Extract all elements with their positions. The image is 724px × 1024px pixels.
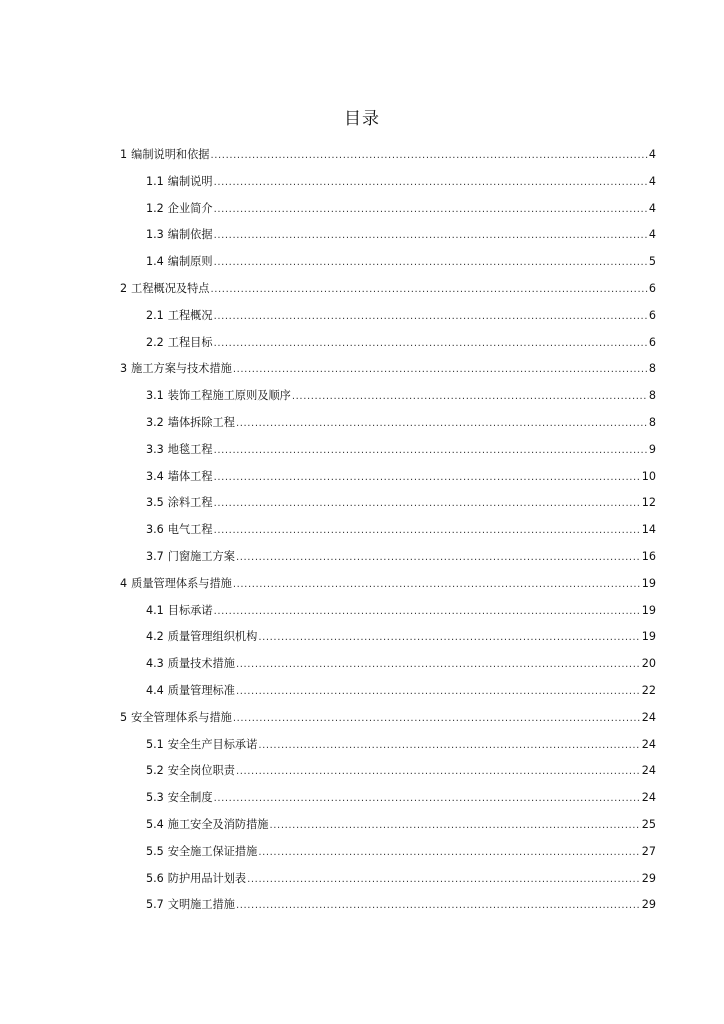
toc-entry-page-number: 8 [648,389,656,403]
toc-entry-number: 2 [120,281,128,295]
toc-dot-leader [214,789,641,809]
toc-entry[interactable] [0,386,724,413]
toc-dot-leader [247,870,641,890]
toc-entry[interactable] [0,333,724,360]
toc-entry-number: 4.3 [146,657,164,671]
toc-entry-page-number: 20 [641,657,656,671]
toc-entry-number: 3.3 [146,442,164,456]
toc-entry-title: 工程概况 [167,308,213,322]
toc-dot-leader [214,200,648,220]
toc-entry-title: 电气工程 [167,523,213,537]
toc-dot-leader [236,896,641,916]
toc-entry-title: 编制原则 [167,255,213,269]
toc-entry-page-number: 27 [641,844,656,858]
toc-entry[interactable] [0,788,724,815]
toc-entry-title: 编制依据 [167,228,213,242]
table-of-contents [0,145,724,922]
toc-entry-title: 地毯工程 [167,442,213,456]
toc-entry[interactable] [0,895,724,922]
toc-entry[interactable] [0,547,724,574]
toc-entry-number: 3.7 [146,549,164,563]
toc-entry[interactable] [0,359,724,386]
toc-entry-title: 工程概况及特点 [131,281,210,295]
toc-entry-number: 3.5 [146,496,164,510]
toc-entry-page-number: 6 [648,335,656,349]
toc-entry-title: 目标承诺 [167,603,213,617]
toc-entry[interactable] [0,842,724,869]
toc-dot-leader [258,628,640,648]
toc-entry[interactable] [0,761,724,788]
toc-dot-leader [236,655,641,675]
toc-entry-title: 编制说明 [167,174,213,188]
toc-entry[interactable] [0,574,724,601]
toc-entry-page-number: 9 [648,442,656,456]
toc-dot-leader [214,468,641,488]
toc-entry-number: 1.2 [146,201,164,215]
toc-entry-number: 1.3 [146,228,164,242]
toc-entry-number: 5.5 [146,844,164,858]
toc-entry-title: 安全管理体系与措施 [131,710,232,724]
toc-entry-page-number: 12 [641,496,656,510]
toc-entry-page-number: 6 [648,281,656,295]
toc-entry-page-number: 6 [648,308,656,322]
toc-entry[interactable] [0,172,724,199]
toc-entry-page-number: 24 [641,764,656,778]
toc-entry[interactable] [0,306,724,333]
toc-entry[interactable] [0,601,724,628]
toc-dot-leader [214,307,648,327]
toc-dot-leader [236,682,641,702]
toc-entry[interactable] [0,708,724,735]
toc-dot-leader [233,575,641,595]
toc-dot-leader [258,843,640,863]
toc-entry-title: 墙体拆除工程 [167,415,235,429]
toc-entry-page-number: 16 [641,549,656,563]
toc-entry-title: 涂料工程 [167,496,213,510]
toc-entry-title: 施工安全及消防措施 [167,817,269,831]
toc-entry-number: 5.7 [146,898,164,912]
toc-entry[interactable] [0,735,724,762]
toc-entry-page-number: 19 [641,630,656,644]
toc-dot-leader [210,280,647,300]
toc-entry-number: 5.1 [146,737,164,751]
toc-entry-number: 2.1 [146,308,164,322]
toc-dot-leader [233,360,648,380]
toc-entry-title: 安全施工保证措施 [167,844,258,858]
toc-entry-title: 安全生产目标承诺 [167,737,258,751]
toc-entry-number: 3.2 [146,415,164,429]
toc-dot-leader [214,173,648,193]
toc-entry-title: 质量管理组织机构 [167,630,258,644]
toc-entry-title: 编制说明和依据 [131,148,210,161]
toc-entry[interactable] [0,681,724,708]
toc-entry-title: 质量管理标准 [167,683,235,697]
toc-entry-title: 安全岗位职责 [167,764,235,778]
toc-dot-leader [270,816,641,836]
toc-entry[interactable] [0,252,724,279]
toc-entry-number: 5 [120,710,128,724]
toc-entry-number: 1 [120,148,128,161]
toc-entry-page-number: 22 [641,683,656,697]
toc-entry[interactable] [0,440,724,467]
toc-dot-leader [233,709,641,729]
toc-entry-page-number: 8 [648,415,656,429]
toc-dot-leader [214,602,641,622]
toc-entry-number: 4 [120,576,128,590]
toc-entry-page-number: 29 [641,871,656,885]
toc-entry-page-number: 24 [641,710,656,724]
toc-dot-leader [214,334,648,354]
toc-entry[interactable] [0,413,724,440]
toc-entry[interactable] [0,654,724,681]
toc-entry-page-number: 19 [641,603,656,617]
toc-entry-number: 4.2 [146,630,164,644]
toc-entry-page-number: 24 [641,737,656,751]
toc-entry-page-number: 14 [641,523,656,537]
toc-entry-number: 3.1 [146,389,164,403]
toc-entry-number: 4.4 [146,683,164,697]
toc-entry-number: 5.6 [146,871,164,885]
toc-dot-leader [210,146,647,166]
toc-entry[interactable] [0,279,724,306]
toc-dot-leader [214,226,648,246]
toc-entry-title: 门窗施工方案 [167,549,235,563]
toc-entry-number: 1.1 [146,174,164,188]
toc-dot-leader [236,414,648,434]
toc-entry[interactable] [0,493,724,520]
toc-dot-leader [292,387,648,407]
toc-entry-title: 工程目标 [167,335,213,349]
toc-entry-number: 3.4 [146,469,164,483]
toc-entry[interactable] [0,869,724,896]
toc-entry[interactable] [0,225,724,252]
toc-entry[interactable] [0,467,724,494]
toc-entry-title: 质量技术措施 [167,657,235,671]
toc-entry-title: 施工方案与技术措施 [131,362,232,376]
toc-entry-title: 企业简介 [167,201,213,215]
toc-dot-leader [214,494,641,514]
toc-entry-number: 5.3 [146,791,164,805]
toc-entry-page-number: 24 [641,791,656,805]
toc-entry[interactable] [0,627,724,654]
page-title: 目录 [344,109,380,129]
toc-dot-leader [236,762,641,782]
toc-dot-leader [236,548,641,568]
toc-entry-number: 5.2 [146,764,164,778]
toc-dot-leader [214,521,641,541]
toc-entry-page-number: 5 [648,255,656,269]
toc-dot-leader [214,253,648,273]
toc-entry-page-number: 19 [641,576,656,590]
toc-entry-page-number: 29 [641,898,656,912]
toc-entry-page-number: 4 [648,148,656,161]
toc-dot-leader [214,441,648,461]
toc-entry-title: 安全制度 [167,791,213,805]
toc-entry-page-number: 8 [648,362,656,376]
toc-dot-leader [258,736,640,756]
toc-entry-page-number: 10 [641,469,656,483]
toc-entry[interactable] [0,145,724,172]
toc-entry-page-number: 4 [648,228,656,242]
toc-entry-title: 质量管理体系与措施 [131,576,232,590]
toc-entry-number: 1.4 [146,255,164,269]
toc-entry-number: 5.4 [146,817,164,831]
toc-entry[interactable] [0,815,724,842]
toc-entry[interactable] [0,199,724,226]
toc-entry-number: 2.2 [146,335,164,349]
toc-entry-page-number: 4 [648,201,656,215]
toc-entry-page-number: 4 [648,174,656,188]
toc-entry[interactable] [0,520,724,547]
toc-entry-number: 3 [120,362,128,376]
toc-entry-title: 墙体工程 [167,469,213,483]
toc-entry-title: 防护用品计划表 [167,871,247,885]
toc-entry-title: 装饰工程施工原则及顺序 [167,389,291,403]
toc-entry-number: 3.6 [146,523,164,537]
toc-entry-page-number: 25 [641,817,656,831]
toc-entry-title: 文明施工措施 [167,898,235,912]
toc-entry-number: 4.1 [146,603,164,617]
